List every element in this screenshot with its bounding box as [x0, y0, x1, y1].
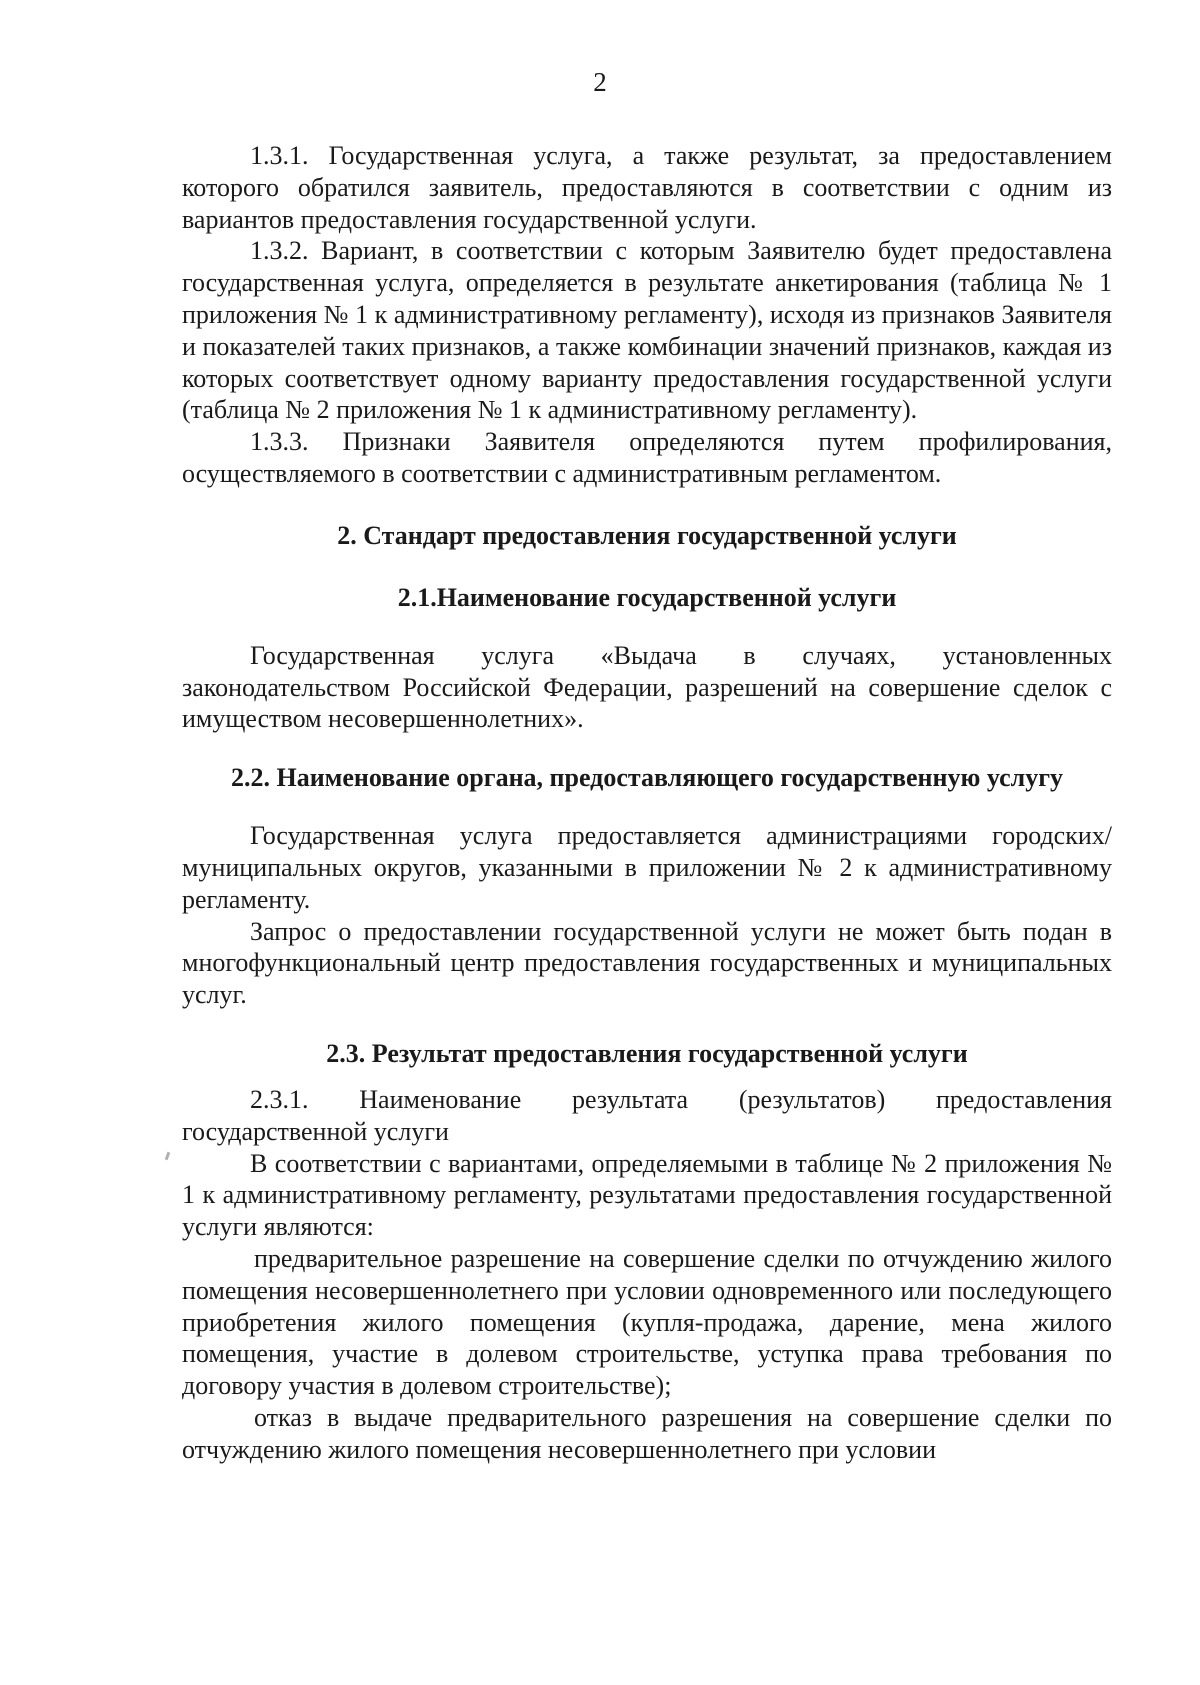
section-2-2-heading: 2.2. Наименование органа, предоставляющего государственную услугу [230, 763, 1064, 793]
document-body [182, 140, 1112, 1466]
paragraph-1-3-3: 1.3.3. Признаки Заявителя определяются путем профилирования, осуществляемого в соответствии с административным регламентом. [182, 427, 1112, 488]
paragraph-2-3-results-intro: В соответствии с вариантами, определяемыми в таблице № 2 приложения № 1 к административному регламенту, результатами предоставления государственной услуги являются: [182, 1148, 1112, 1242]
page-number: 2 [593, 67, 607, 97]
paragraph-1-3-1: 1.3.1. Государственная услуга, а также результат, за предоставлением которого обратился заявитель, предоставляются в соответствии с одним из вариантов предоставления государственной услуги. [182, 141, 1112, 234]
section-2-1-heading: 2.1.Наименование государственной услуги [397, 582, 897, 612]
paragraph-2-3-result-permission: предварительное разрешение на совершение сделки по отчуждению жилого помещения несовершеннолетнего при условии одновременного или последующего приобретения жилого помещения (купля-продажа, дарение, мена жилого помещения, участие в долевом строительстве, уступка права требования по договору участия в долевом строительстве); [182, 1243, 1112, 1401]
scan-mark [165, 1152, 171, 1161]
section-2-3-heading: 2.3. Результат предоставления государственной услуги [326, 1038, 968, 1068]
paragraph-2-3-1: 2.3.1. Наименование результата (результатов) предоставления государственной услуги [182, 1084, 1112, 1146]
paragraph-1-3-2: 1.3.2. Вариант, в соответствии с которым Заявителю будет предоставлена государственная услуга, определяется в результате анкетирования (таблица № 1 приложения № 1 к административному регламенту), исходя из признаков Заявителя и показателей таких признаков, а также комбинации значений признаков, каждая из которых соответствует одному варианту предоставления государственной услуги (таблица № 2 приложения № 1 к административному регламенту). [182, 236, 1112, 425]
paragraph-2-1: Государственная услуга «Выдача в случаях, установленных законодательством Российской Федерации, разрешений на совершение сделок с имуществом несовершеннолетних». [182, 640, 1112, 734]
paragraph-2-2-2: Запрос о предоставлении государственной услуги не может быть подан в многофункциональный центр предоставления государственных и муниципальных услуг. [182, 916, 1112, 1010]
paragraph-2-2-1: Государственная услуга предоставляется администрациями городских/муниципальных округов, указанными в приложении № 2 к административному регламенту. [182, 821, 1112, 914]
section-2-heading: 2. Стандарт предоставления государственной услуги [337, 520, 957, 550]
paragraph-2-3-result-refusal: отказ в выдаче предварительного разрешения на совершение сделки по отчуждению жилого помещения несовершеннолетнего при условии [182, 1402, 1112, 1464]
